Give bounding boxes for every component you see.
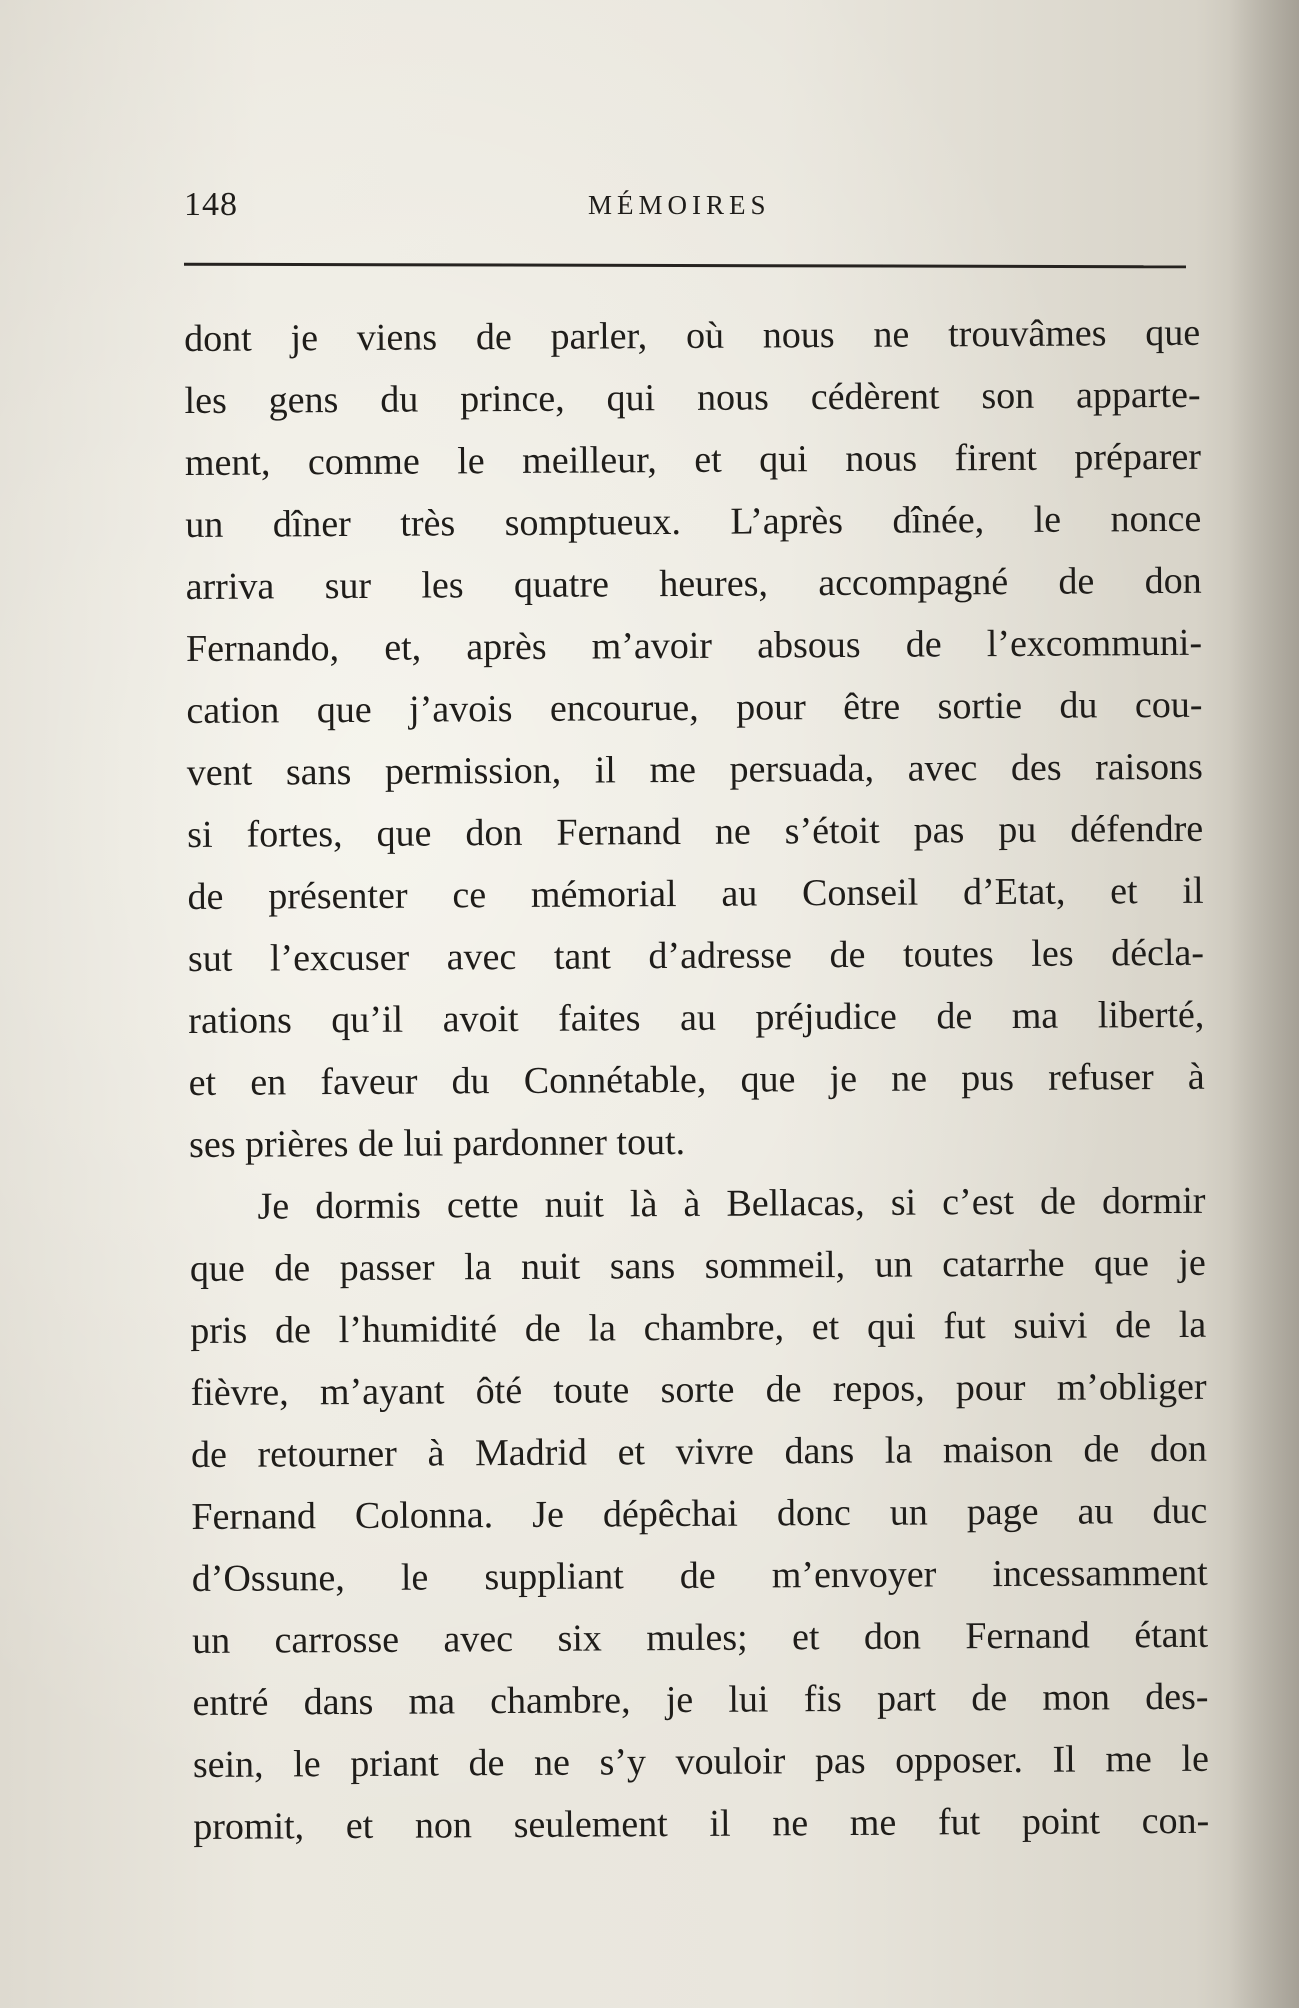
text-line: que de passer la nuit sans sommeil, un catarrhe que je [189,1241,1206,1290]
text-line: Fernand Colonna. Je dépêchai donc un page au duc [191,1489,1208,1538]
header-rule [184,263,1186,269]
page-edge-shadow [1229,0,1299,2008]
text-line: promit, et non seulement il ne me fut point con- [193,1799,1210,1848]
text-line: d’Ossune, le suppliant de m’envoyer incessamment [191,1551,1208,1600]
text-line: sein, le priant de ne s’y vouloir pas opposer. Il me le [192,1737,1210,1786]
page-header [184,186,1184,236]
text-line: et en faveur du Connétable, que je ne pus refuser à [188,1055,1205,1104]
text-line: si fortes, que don Fernand ne s’étoit pas pu défendre [187,807,1204,856]
text-line: de présenter ce mémorial au Conseil d’Etat, et il [187,869,1204,918]
text-line: arriva sur les quatre heures, accompagné de don [185,559,1202,608]
text-line: entré dans ma chambre, je lui fis part de mon des- [192,1675,1209,1724]
text-line: vent sans permission, il me persuada, avec des raisons [186,745,1203,794]
text-line: pris de l’humidité de la chambre, et qui fut suivi de la [190,1303,1207,1352]
text-line: Fernando, et, après m’avoir absous de l’excommuni- [185,621,1203,670]
page-number: 148 [184,186,238,223]
text-line: cation que j’avois encourue, pour être sortie du cou- [186,683,1203,732]
text-line: un carrosse avec six mules; et don Fernand étant [192,1613,1209,1662]
text-line: de retourner à Madrid et vivre dans la maison de don [190,1427,1208,1476]
text-line: sut l’excuser avec tant d’adresse de toutes les décla- [187,931,1205,980]
text-line: dont je viens de parler, où nous ne trouvâmes que [184,311,1201,360]
body-text [184,302,1209,1858]
text-line: les gens du prince, qui nous cédèrent son apparte- [184,373,1201,422]
text-line: un dîner très somptueux. L’après dînée, le nonce [185,497,1202,546]
text-line: fièvre, m’ayant ôté toute sorte de repos, pour m’obliger [190,1365,1207,1414]
text-line: ses prières de lui pardonner tout. [188,1120,686,1166]
text-line: Je dormis cette nuit là à Bellacas, si c’est de dormir [257,1179,1206,1228]
text-line: ment, comme le meilleur, et qui nous firent préparer [184,435,1202,484]
text-line: rations qu’il avoit faites au préjudice de ma liberté, [188,993,1205,1042]
running-title: MÉMOIRES [588,190,771,220]
